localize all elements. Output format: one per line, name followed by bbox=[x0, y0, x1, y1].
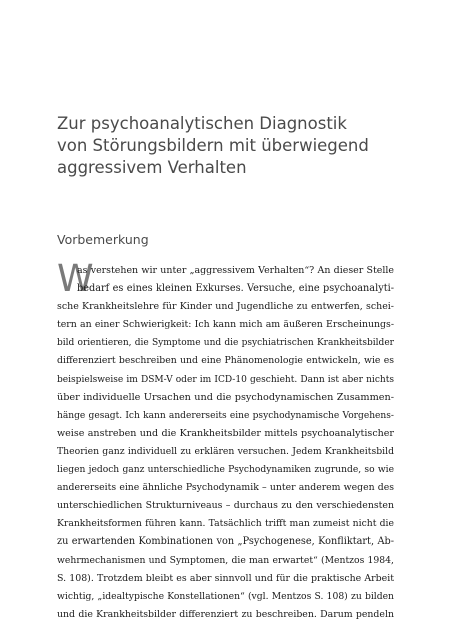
text-line: S. 108). Trotzdem bleibt es aber sinnvoll und für die praktische Arbeit bbox=[57, 572, 394, 584]
text-line: wehrmechanismen und Symptomen, die man erwartet“ (Mentzos 1984, bbox=[57, 554, 394, 566]
text-line: as verstehen wir unter „aggressivem Verhalten“? An dieser Stelle bbox=[77, 265, 394, 276]
text-line: Krankheitsformen führen kann. Tatsächlich trifft man zumeist nicht die bbox=[57, 518, 394, 530]
body-paragraph bbox=[57, 262, 394, 624]
drop-cap: W bbox=[57, 257, 94, 300]
text-line: Theorien ganz individuell zu erklären versuchen. Jedem Krankheitsbild bbox=[57, 445, 394, 457]
section-heading: Vorbemerkung bbox=[57, 232, 149, 247]
text-line: differenziert beschreiben und eine Phänomenologie entwickeln, wie es bbox=[57, 355, 394, 367]
chapter-title-line: von Störungsbildern mit überwiegend bbox=[57, 136, 369, 155]
text-line: wichtig, „idealtypische Konstellationen“ (vgl. Mentzos S. 108) zu bilden bbox=[57, 590, 394, 602]
text-line: und die Krankheitsbilder differenziert zu beschreiben. Darum pendeln bbox=[57, 608, 394, 620]
text-line: bild orientieren, die Symptome und die psychiatrischen Krankheitsbilder bbox=[57, 338, 394, 349]
chapter-title bbox=[57, 113, 397, 179]
text-line: tern an einer Schwierigkeit: Ich kann mich am äußeren Erscheinungs- bbox=[57, 319, 394, 331]
chapter-title-line: aggressivem Verhalten bbox=[57, 158, 247, 177]
text-line: liegen jedoch ganz unterschiedliche Psychodynamiken zugrunde, so wie bbox=[57, 465, 394, 476]
text-line: beispielsweise im DSM-V oder im ICD-10 geschieht. Dann ist aber nichts bbox=[57, 374, 394, 385]
text-line: zu erwartenden Kombinationen von „Psychogenese, Konfliktart, Ab- bbox=[57, 536, 394, 548]
text-line: über individuelle Ursachen und die psychodynamischen Zusammen- bbox=[57, 391, 394, 403]
text-line: hänge gesagt. Ich kann andererseits eine psychodynamische Vorgehens- bbox=[57, 410, 394, 421]
text-line: weise anstreben und die Krankheitsbilder mittels psychoanalytischer bbox=[57, 427, 394, 439]
text-line: andererseits eine ähnliche Psychodynamik – unter anderem wegen des bbox=[57, 482, 394, 494]
chapter-title-line: Zur psychoanalytischen Diagnostik bbox=[57, 114, 347, 133]
text-line: bedarf es eines kleinen Exkurses. Versuche, eine psychoanalyti- bbox=[77, 283, 394, 295]
text-line: unterschiedlichen Strukturniveaus – durchaus zu den verschiedensten bbox=[57, 500, 394, 512]
text-line: sche Krankheitslehre für Kinder und Jugendliche zu entwerfen, schei- bbox=[57, 301, 394, 313]
